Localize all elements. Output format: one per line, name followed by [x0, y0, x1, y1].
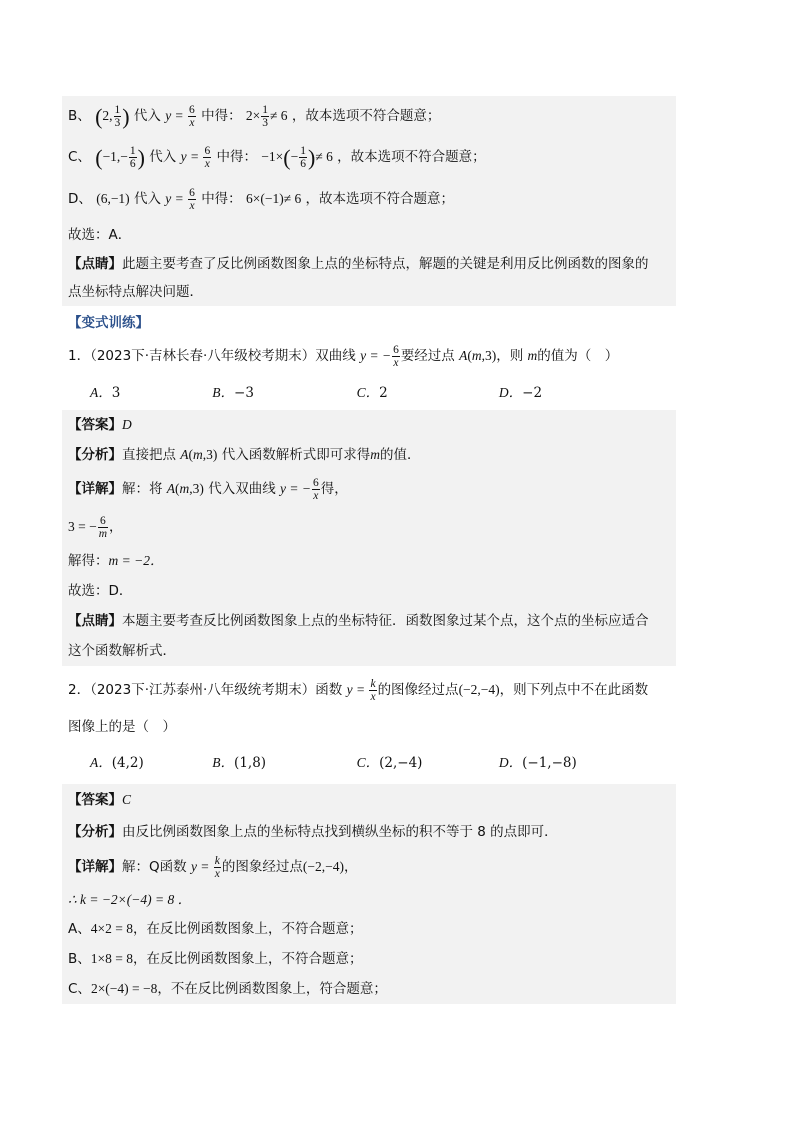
- text: 中得：: [201, 108, 242, 124]
- variable: m: [370, 447, 380, 462]
- question-1-stem: [68, 336, 676, 376]
- equation-line: [62, 508, 676, 546]
- option-b[interactable]: B．−3: [212, 385, 254, 401]
- option-c[interactable]: C．(2,−4): [356, 755, 423, 771]
- comment-tag: 【点睛】: [68, 256, 122, 272]
- point-expr: A(m,3): [166, 481, 204, 496]
- text: 代入: [133, 108, 161, 124]
- comment-line-2: 点坐标特点解决问题．: [62, 278, 676, 306]
- comment-line-2: 这个函数解析式．: [62, 636, 676, 666]
- option-d[interactable]: D．−2: [498, 385, 543, 401]
- analysis-line: 【分析】直接把点 A(m,3) 代入函数解析式即可求得m的值．: [62, 440, 676, 470]
- answer-line: [62, 784, 676, 816]
- question-number: 1．: [68, 348, 91, 364]
- function-expr: y = − $\frac{6}{x}$: [360, 344, 399, 370]
- k-line: ∴ k = −2×(−4) = 8 ．: [62, 886, 676, 914]
- option-b[interactable]: B．(1,8): [212, 755, 267, 771]
- comment-line-1: 【点睛】本题主要考查反比例函数图象上点的坐标特征．函数图象过某个点，这个点的坐标应适合: [62, 606, 676, 636]
- variable: m: [527, 348, 538, 363]
- point-expr: A(m,3): [459, 348, 497, 363]
- calc-expr: 6×(−1)≠ 6: [245, 191, 302, 206]
- question-source: （2023下·吉林长春·八年级校考期末）: [90, 348, 316, 364]
- solve-line: 解得：m = −2．: [62, 546, 676, 576]
- comment-tag: 【点睛】: [68, 613, 122, 629]
- solution-line-d: [62, 178, 676, 220]
- question-number: 2．: [68, 682, 91, 698]
- check-line-a: A、4×2 = 8，在反比例函数图象上，不符合题意；: [62, 914, 676, 944]
- document-page: [68, 96, 676, 1004]
- detail-tag: 【详解】: [68, 481, 122, 497]
- question-2-stem-cont: 图像上的是（ ）: [68, 719, 176, 735]
- point-expr: (6,−1): [96, 191, 130, 206]
- comment-text: 此题主要考查了反比例函数图象上点的坐标特点，解题的关键是利用反比例函数的图象的: [122, 256, 649, 272]
- solution-line-c: [62, 136, 676, 178]
- check-line-c: C、2×(−4) = −8，不在反比例函数图象上，符合题意；: [62, 974, 676, 1004]
- choose-line: 故选：A．: [62, 220, 676, 250]
- question-source: （2023下·江苏泰州·八年级统考期末）: [90, 682, 316, 698]
- option-d[interactable]: D．(−1,−8): [498, 755, 577, 771]
- option-label: D、: [68, 191, 92, 207]
- text: 双曲线: [315, 348, 356, 364]
- calc-expr: −1×(− $\frac{1}{6}$ )≠ 6: [261, 144, 333, 171]
- option-a[interactable]: A．3: [90, 385, 121, 401]
- option-label: C、: [68, 149, 91, 165]
- analysis-tag: 【分析】: [68, 824, 122, 840]
- comment-line-1: [62, 250, 676, 278]
- answer-tag: 【答案】: [68, 417, 122, 433]
- choose-line: 故选：D．: [62, 576, 676, 606]
- function-expr: y = $\frac{6}{x}$: [180, 145, 211, 171]
- text: 代入: [149, 149, 177, 165]
- check-line-b: B、1×8 = 8，在反比例函数图象上，不符合题意；: [62, 944, 676, 974]
- option-label: B、: [68, 108, 91, 124]
- option-a[interactable]: A．(4,2): [90, 755, 144, 771]
- equation: 3 = − $\frac{6}{m}$ ，: [68, 515, 123, 541]
- detail-line: 【详解】解：Q函数 y = $\frac{k}{x}$ 的图象经过点(−2,−4)，: [62, 848, 676, 886]
- function-expr: y = $\frac{k}{x}$: [346, 678, 376, 704]
- text: 中得：: [201, 191, 242, 207]
- detail-tag: 【详解】: [68, 859, 122, 875]
- question-2-options: [68, 742, 676, 784]
- text: ，故本选项不符合题意；: [337, 149, 486, 165]
- because-symbol: Q: [149, 859, 160, 875]
- function-expr: y = $\frac{6}{x}$: [165, 104, 195, 130]
- calc-expr: 2× $\frac{1}{3}$ ≠ 6: [245, 104, 288, 130]
- analysis-tag: 【分析】: [68, 447, 122, 463]
- text: ，故本选项不符合题意；: [305, 191, 455, 207]
- answer-value: C: [122, 792, 132, 807]
- function-expr: y = $\frac{6}{x}$: [165, 187, 195, 213]
- question-2-stem: 2．（2023下·江苏泰州·八年级统考期末）函数 y = $\frac{k}{x}$ 的图像经过点(−2,−4)，则下列点中不在此函数: [68, 678, 649, 704]
- option-c[interactable]: C．2: [356, 385, 388, 401]
- solution-line-b: [62, 96, 676, 136]
- point-expr: (−2,−4): [302, 859, 344, 874]
- point-expr: (2, $\frac{1}{3}$ ): [95, 103, 130, 130]
- function-expr: y = − $\frac{6}{x}$: [280, 477, 319, 503]
- point-expr: A(m,3): [180, 447, 218, 462]
- function-expr: y = $\frac{k}{x}$: [190, 855, 220, 881]
- text: 的值为（ ）: [537, 348, 619, 364]
- section-title: 【变式训练】: [68, 315, 149, 331]
- detail-line: 【详解】解：将 A(m,3) 代入双曲线 y = − $\frac{6}{x}$ 得，: [62, 470, 676, 508]
- analysis-line: 【分析】由反比例函数图象上点的坐标特点找到横纵坐标的积不等于 8 的点即可．: [62, 816, 676, 848]
- question-1-options: [68, 376, 676, 410]
- text: ，则: [496, 348, 524, 364]
- point-expr: (−1,− $\frac{1}{6}$ ): [95, 144, 145, 171]
- point-expr: (−2,−4): [458, 682, 500, 697]
- text: 要经过点: [400, 348, 455, 364]
- text: ，故本选项不符合题意；: [291, 108, 441, 124]
- text: 代入: [133, 191, 161, 207]
- answer-line: [62, 410, 676, 440]
- text: 中得：: [216, 149, 257, 165]
- answer-tag: 【答案】: [68, 792, 122, 808]
- answer-value: D: [122, 417, 132, 432]
